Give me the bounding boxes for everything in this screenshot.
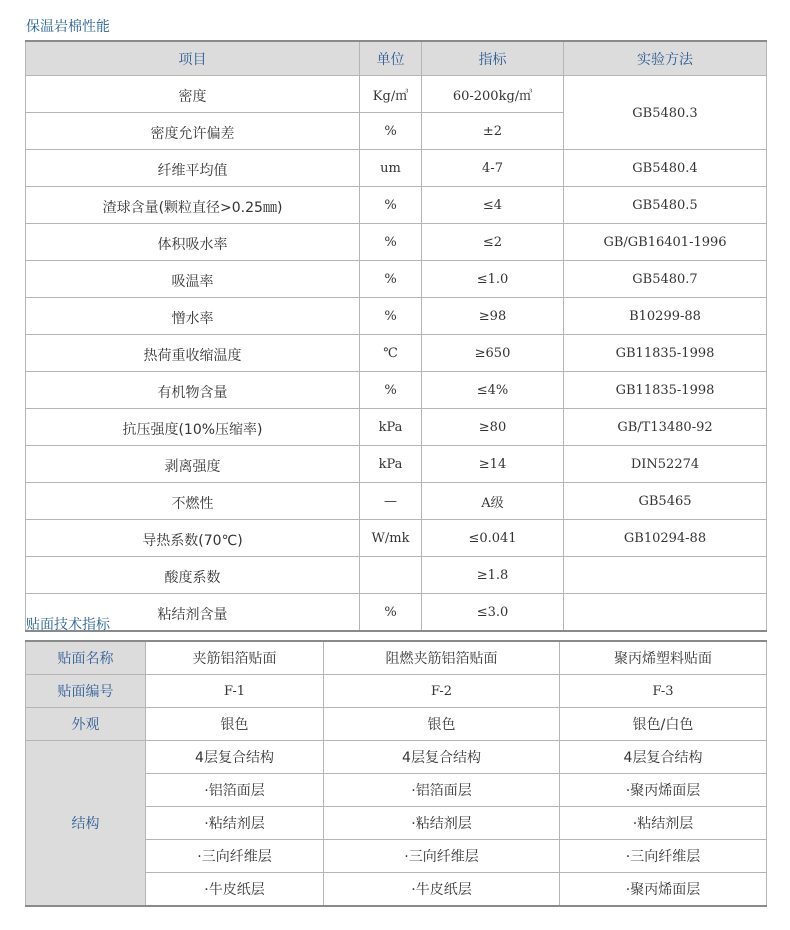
cell-method: GB11835-1998 [564,335,767,372]
rockwool-performance-table [25,40,767,632]
cell-spec: ≥80 [422,409,564,446]
section-title-insulation: 保温岩棉性能 [26,19,110,35]
cell-spec: ≤3.0 [422,594,564,632]
cell-spec: ≥14 [422,446,564,483]
cell-method: GB5480.5 [564,187,767,224]
cell-item: 热荷重收缩温度 [26,335,360,372]
table-row [26,409,767,446]
cell-unit: W/mk [360,520,422,557]
table-row [26,150,767,187]
facing-name-f3: 聚丙烯塑料贴面 [560,641,767,675]
cell-method [564,594,767,632]
cell-unit: ℃ [360,335,422,372]
cell-unit: % [360,113,422,150]
structure-cell: ·粘结剂层 [146,807,324,840]
cell-method: GB5480.3 [564,76,767,150]
cell-unit: — [360,483,422,520]
cell-item: 酸度系数 [26,557,360,594]
cell-spec: ±2 [422,113,564,150]
facing-name-f1: 夹筋铝箔贴面 [146,641,324,675]
structure-cell: ·粘结剂层 [324,807,560,840]
cell-unit [360,557,422,594]
facing-code-row [26,675,767,708]
section-title-facing: 贴面技术指标 [26,617,110,633]
facing-appearance-f3: 银色/白色 [560,708,767,741]
row-header-structure: 结构 [26,741,146,907]
cell-item: 抗压强度(10%压缩率) [26,409,360,446]
cell-spec: 60-200kg/㎥ [422,76,564,113]
cell-spec: A级 [422,483,564,520]
header-method: 实验方法 [564,41,767,76]
row-header-appearance: 外观 [26,708,146,741]
structure-cell: ·铝箔面层 [146,774,324,807]
row-header-name: 贴面名称 [26,641,146,675]
cell-spec: ≥98 [422,298,564,335]
structure-cell: ·粘结剂层 [560,807,767,840]
facing-appearance-f2: 银色 [324,708,560,741]
cell-unit: % [360,372,422,409]
structure-row [26,741,767,774]
table-row [26,372,767,409]
cell-item: 粘结剂含量 [26,594,360,632]
structure-cell: 4层复合结构 [324,741,560,774]
cell-item: 不燃性 [26,483,360,520]
table-header-row [26,41,767,76]
facing-name-f2: 阻燃夹筋铝箔贴面 [324,641,560,675]
cell-unit: % [360,261,422,298]
cell-item: 渣球含量(颗粒直径>0.25㎜) [26,187,360,224]
cell-method: GB11835-1998 [564,372,767,409]
cell-unit: % [360,298,422,335]
cell-method: GB5480.4 [564,150,767,187]
cell-item: 剥离强度 [26,446,360,483]
cell-method: GB10294-88 [564,520,767,557]
cell-item: 有机物含量 [26,372,360,409]
table-row [26,557,767,594]
structure-cell: ·牛皮纸层 [324,873,560,907]
table-row [26,187,767,224]
cell-unit: % [360,187,422,224]
cell-method: GB/GB16401-1996 [564,224,767,261]
cell-spec: 4-7 [422,150,564,187]
cell-spec: ≤1.0 [422,261,564,298]
cell-spec: ≤0.041 [422,520,564,557]
facing-code-f3: F-3 [560,675,767,708]
structure-cell: ·三向纤维层 [146,840,324,873]
cell-item: 憎水率 [26,298,360,335]
cell-method: GB5480.7 [564,261,767,298]
facing-name-row [26,641,767,675]
cell-spec: ≤2 [422,224,564,261]
cell-unit: % [360,594,422,632]
cell-unit: kPa [360,409,422,446]
table-row [26,261,767,298]
cell-method: GB5465 [564,483,767,520]
facing-appearance-f1: 银色 [146,708,324,741]
header-item: 项目 [26,41,360,76]
table-row [26,76,767,113]
structure-cell: ·聚丙烯面层 [560,774,767,807]
cell-spec: ≥650 [422,335,564,372]
table-row [26,335,767,372]
row-header-code: 贴面编号 [26,675,146,708]
header-spec: 指标 [422,41,564,76]
cell-spec: ≥1.8 [422,557,564,594]
facing-code-f2: F-2 [324,675,560,708]
structure-cell: ·三向纤维层 [560,840,767,873]
cell-method: B10299-88 [564,298,767,335]
table-row [26,594,767,632]
cell-item: 导热系数(70℃) [26,520,360,557]
header-unit: 单位 [360,41,422,76]
facing-spec-table [25,640,767,907]
table-row [26,520,767,557]
facing-code-f1: F-1 [146,675,324,708]
cell-unit: um [360,150,422,187]
cell-item: 密度 [26,76,360,113]
table-row [26,483,767,520]
structure-cell: 4层复合结构 [560,741,767,774]
table-row [26,224,767,261]
structure-cell: ·牛皮纸层 [146,873,324,907]
table-row [26,298,767,335]
cell-item: 纤维平均值 [26,150,360,187]
cell-unit: kPa [360,446,422,483]
structure-cell: ·铝箔面层 [324,774,560,807]
cell-item: 密度允许偏差 [26,113,360,150]
cell-method: GB/T13480-92 [564,409,767,446]
cell-unit: % [360,224,422,261]
structure-cell: ·三向纤维层 [324,840,560,873]
cell-method [564,557,767,594]
cell-spec: ≤4% [422,372,564,409]
structure-cell: 4层复合结构 [146,741,324,774]
cell-unit: Kg/㎥ [360,76,422,113]
cell-spec: ≤4 [422,187,564,224]
cell-method: DIN52274 [564,446,767,483]
structure-cell: ·聚丙烯面层 [560,873,767,907]
facing-appearance-row [26,708,767,741]
table-row [26,446,767,483]
cell-item: 体积吸水率 [26,224,360,261]
cell-item: 吸温率 [26,261,360,298]
